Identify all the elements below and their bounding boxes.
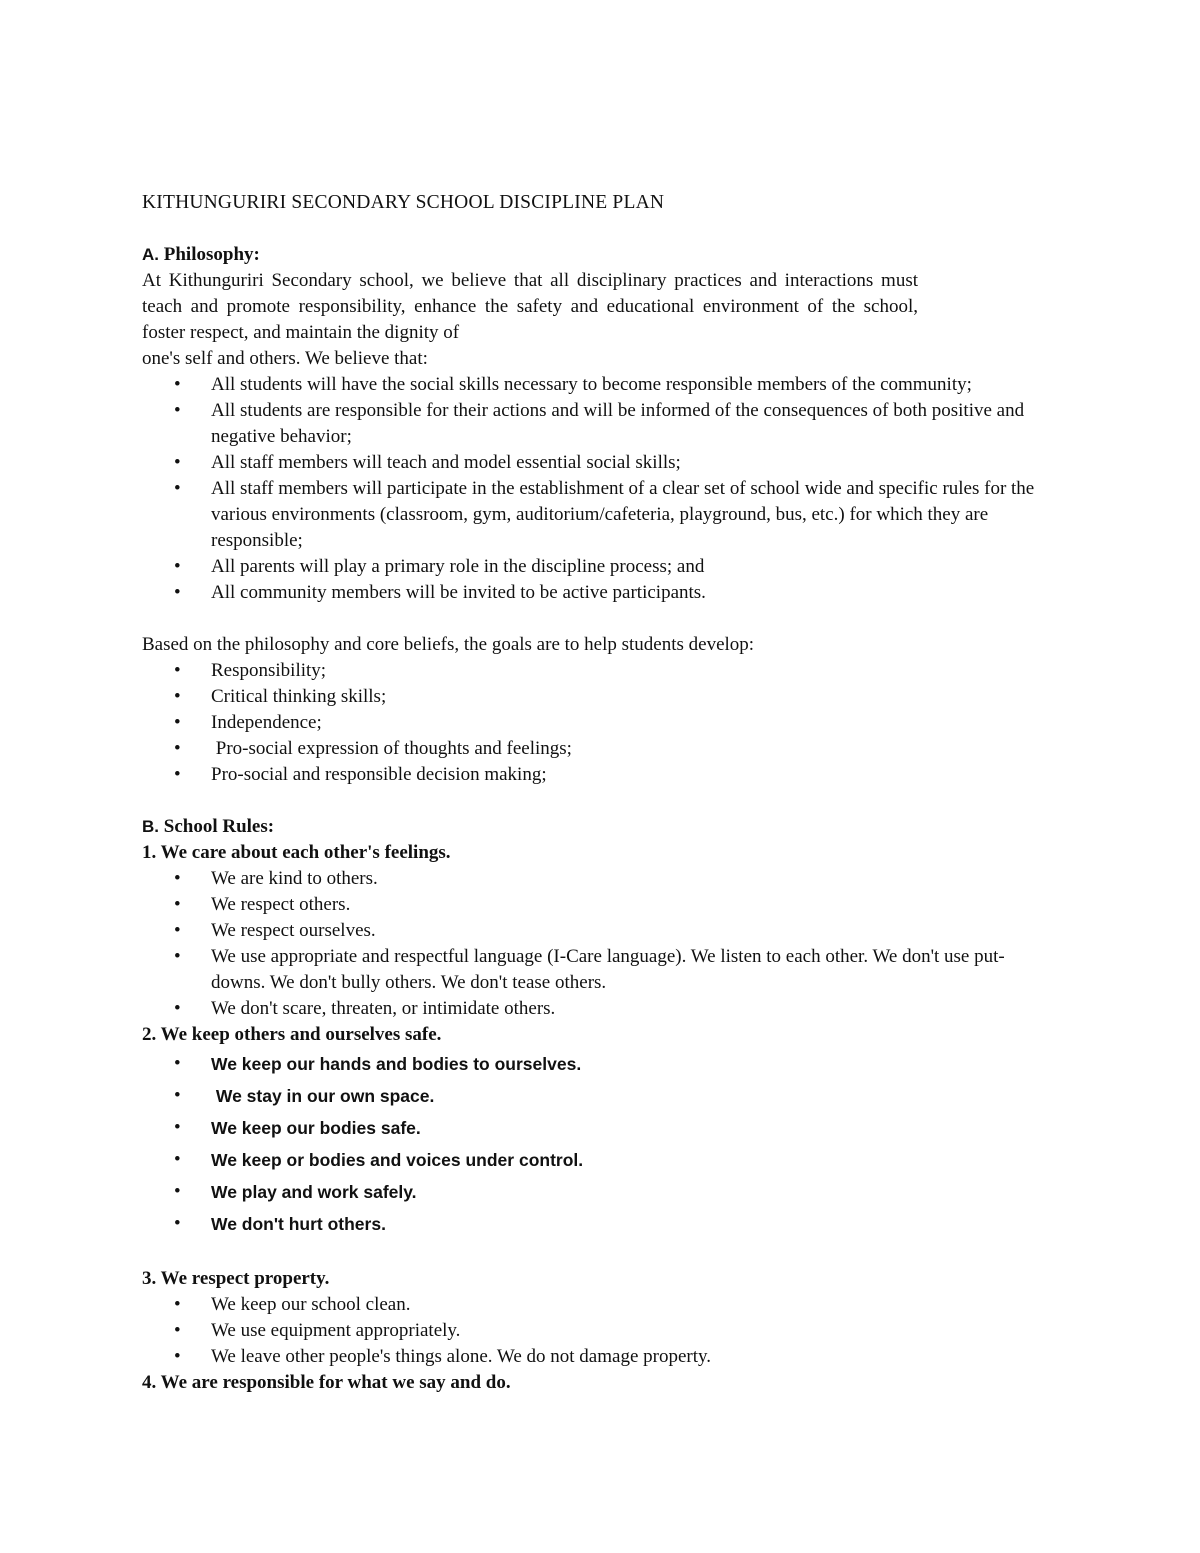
list-item: • We keep our school clean. <box>142 1292 1042 1318</box>
section-a-heading <box>142 242 1042 268</box>
list-item: • All parents will play a primary role in the discipline process; and <box>142 554 1042 580</box>
rule-1-list <box>142 866 1042 1022</box>
bullet-icon: • <box>174 998 181 1019</box>
bullet-icon: • <box>174 764 181 785</box>
list-item: • We stay in our own space. <box>142 1080 1042 1112</box>
bullet-icon: • <box>174 374 181 395</box>
rule-2-list <box>142 1048 1042 1240</box>
list-item: • We keep or bodies and voices under control. <box>142 1144 1042 1176</box>
bullet-icon: • <box>174 660 181 681</box>
rule-2-title: 2. We keep others and ourselves safe. <box>142 1024 442 1045</box>
list-item: • We use appropriate and respectful language (I-Care language). We listen to each other. We don't use put-downs. We don't bully others. We don't tease others. <box>174 946 1005 993</box>
bullet-icon: • <box>174 686 181 707</box>
list-item: • All community members will be invited to be active participants. <box>142 580 1042 606</box>
goals-list <box>142 658 1042 788</box>
bullet-icon: • <box>174 556 181 577</box>
bullet-icon: • <box>174 1149 181 1170</box>
bullet-icon: • <box>174 400 181 421</box>
section-b-title: School Rules: <box>163 816 275 837</box>
spacer <box>142 1240 1042 1266</box>
document-title: KITHUNGURIRI SECONDARY SCHOOL DISCIPLINE PLAN <box>142 192 665 213</box>
list-item: • Independence; <box>142 710 1042 736</box>
list-item: • We use equipment appropriately. <box>142 1318 1042 1344</box>
bullet-icon: • <box>174 1053 181 1074</box>
bullet-icon: • <box>174 1181 181 1202</box>
bullet-icon: • <box>174 946 181 967</box>
section-a-letter: A. <box>142 245 159 264</box>
list-item: • All students will have the social skills necessary to become responsible members of the community; <box>142 372 1042 398</box>
rule-4-title: 4. We are responsible for what we say and do. <box>142 1372 511 1393</box>
spacer <box>142 788 1042 814</box>
bullet-icon: • <box>174 582 181 603</box>
list-item: • All students are responsible for their actions and will be informed of the consequences of both positive and negative behavior; <box>174 400 1025 447</box>
bullet-icon: • <box>174 894 181 915</box>
bullet-icon: • <box>174 868 181 889</box>
list-item: • We play and work safely. <box>142 1176 1042 1208</box>
list-item: • We don't scare, threaten, or intimidate others. <box>142 996 1042 1022</box>
list-item: • Pro-social and responsible decision making; <box>142 762 1042 788</box>
bullet-icon: • <box>174 1320 181 1341</box>
list-item: • We respect ourselves. <box>142 918 1042 944</box>
bullet-icon: • <box>174 1346 181 1367</box>
bullet-icon: • <box>174 712 181 733</box>
bullet-icon: • <box>174 738 181 759</box>
rule-3-title: 3. We respect property. <box>142 1268 330 1289</box>
bullet-icon: • <box>174 452 181 473</box>
rule-3-list <box>142 1292 1042 1370</box>
philosophy-intro: At Kithunguriri Secondary school, we believe that all disciplinary practices and interactions must teach and promote responsibility, enhance the safety and educational environment of the school, foster respect, and maintain the dignity of <box>142 270 918 343</box>
bullet-icon: • <box>174 920 181 941</box>
list-item: • We don't hurt others. <box>142 1208 1042 1240</box>
list-item: • All staff members will participate in the establishment of a clear set of school wide and specific rules for the various environments (classroom, gym, auditorium/cafeteria, playground, bus, etc.) for which they are responsible; <box>174 478 1035 551</box>
philosophy-intro-end: one's self and others. We believe that: <box>142 348 428 369</box>
bullet-icon: • <box>174 1117 181 1138</box>
section-b-letter: B. <box>142 817 159 836</box>
bullet-icon: • <box>174 1294 181 1315</box>
list-item: • All staff members will teach and model essential social skills; <box>142 450 1042 476</box>
section-b-heading <box>142 814 1042 840</box>
list-item: • We are kind to others. <box>142 866 1042 892</box>
list-item: • We keep our bodies safe. <box>142 1112 1042 1144</box>
goals-intro: Based on the philosophy and core beliefs, the goals are to help students develop: <box>142 634 755 655</box>
bullet-icon: • <box>174 1085 181 1106</box>
spacer <box>142 606 1042 632</box>
list-item: • Pro-social expression of thoughts and feelings; <box>142 736 1042 762</box>
beliefs-list <box>142 372 1042 606</box>
list-item: • Responsibility; <box>142 658 1042 684</box>
list-item: • We respect others. <box>142 892 1042 918</box>
list-item: • Critical thinking skills; <box>142 684 1042 710</box>
list-item: • We keep our hands and bodies to ourselves. <box>142 1048 1042 1080</box>
document-page <box>142 190 1042 1396</box>
section-a-title: Philosophy: <box>163 244 260 265</box>
rule-1-title: 1. We care about each other's feelings. <box>142 842 451 863</box>
bullet-icon: • <box>174 1213 181 1234</box>
bullet-icon: • <box>174 478 181 499</box>
list-item: • We leave other people's things alone. We do not damage property. <box>142 1344 1042 1370</box>
